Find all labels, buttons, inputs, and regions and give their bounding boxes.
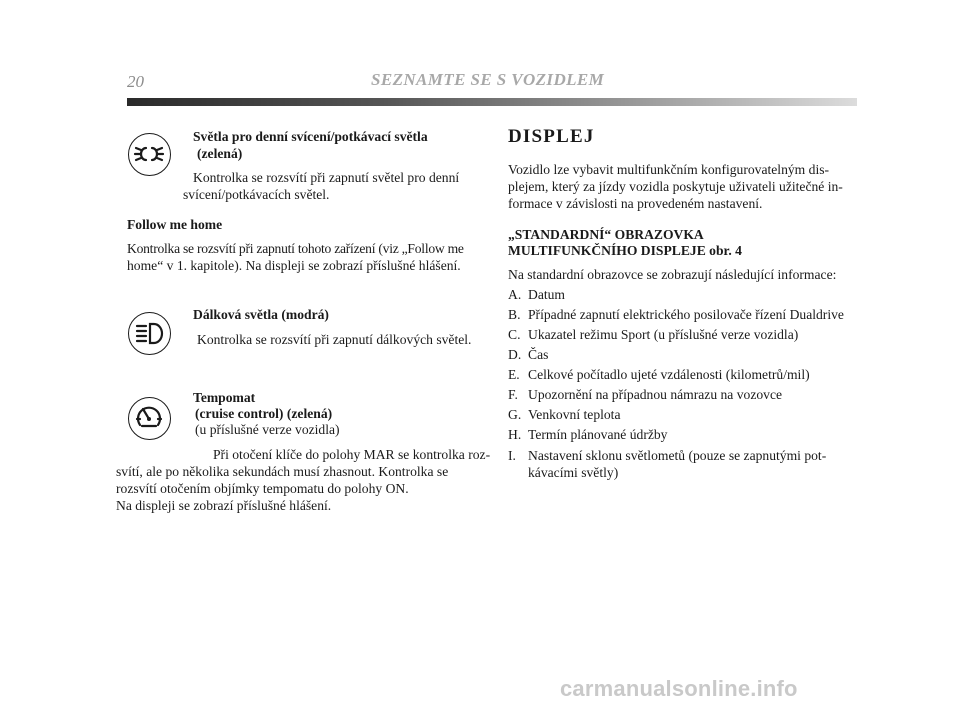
high-beam-text: Kontrolka se rozsvítí při zapnutí dálkových světel.	[197, 332, 472, 347]
daytime-running-lights-icon	[128, 133, 171, 176]
subheading-line1: „STANDARDNÍ“ OBRAZOVKA	[508, 227, 704, 242]
cruise-text-line2: svítí, ale po několika sekundách musí zhasnout. Kontrolka se	[116, 464, 449, 479]
cruise-text-line1: Při otočení klíče do polohy MAR se kontrolka roz-	[213, 447, 491, 462]
list-intro: Na standardní obrazovce se zobrazují následující informace:	[508, 267, 837, 282]
list-item: A. Datum	[508, 287, 565, 302]
drl-title-line2: (zelená)	[197, 146, 243, 161]
list-item: E. Celkové počítadlo ujeté vzdálenosti (kilometrů/mil)	[508, 367, 810, 382]
list-item: D. Čas	[508, 347, 549, 362]
display-info-list	[508, 285, 858, 481]
subheading-line2: MULTIFUNKČNÍHO DISPLEJE obr. 4	[508, 243, 742, 258]
list-item: F. Upozornění na případnou námrazu na vozovce	[508, 387, 783, 402]
section-heading-displej: DISPLEJ	[508, 126, 595, 147]
cruise-title-line2: (cruise control) (zelená)	[195, 406, 333, 421]
cruise-control-icon	[128, 397, 171, 440]
intro-line3: formace v závislosti na provedeném nastavení.	[508, 196, 763, 211]
intro-line1: Vozidlo lze vybavit multifunkčním konfigurovatelným dis-	[508, 162, 830, 177]
drl-title-line1: Světla pro denní svícení/potkávací světla	[193, 129, 428, 144]
drl-text-line2: svícení/potkávacích světel.	[183, 187, 330, 202]
cruise-text-line4: Na displeji se zobrazí příslušné hlášení.	[116, 498, 332, 513]
list-item: H. Termín plánované údržby	[508, 427, 668, 442]
intro-line2: plejem, který za jízdy vozidla poskytuje uživateli užitečné in-	[508, 179, 843, 194]
page-number: 20	[127, 72, 144, 91]
header-rule	[127, 98, 857, 106]
cruise-title-line3: (u příslušné verze vozidla)	[195, 422, 340, 437]
high-beam-icon	[128, 312, 171, 355]
running-head: SEZNAMTE SE S VOZIDLEM	[371, 70, 605, 89]
cruise-title-line1: Tempomat	[193, 390, 256, 405]
list-item: I. Nastavení sklonu světlometů (pouze se zapnutými pot- kávacími světly)	[508, 448, 827, 480]
list-item: G. Venkovní teplota	[508, 407, 621, 422]
follow-me-text-line1: Kontrolka se rozsvítí při zapnutí tohoto zařízení (viz „Follow me	[127, 241, 464, 256]
high-beam-title: Dálková světla (modrá)	[193, 307, 329, 322]
watermark: carmanualsonline.info	[560, 676, 798, 701]
follow-me-title: Follow me home	[127, 217, 223, 232]
list-item: B. Případné zapnutí elektrického posilovače řízení Dualdrive	[508, 307, 844, 322]
follow-me-text-line2: home“ v 1. kapitole). Na displeji se zobrazí příslušné hlášení.	[127, 258, 461, 273]
cruise-text-line3: rozsvítí otočením objímky tempomatu do polohy ON.	[116, 481, 409, 496]
list-item: C. Ukazatel režimu Sport (u příslušné verze vozidla)	[508, 327, 799, 342]
drl-text-line1: Kontrolka se rozsvítí při zapnutí světel pro denní	[193, 170, 460, 185]
